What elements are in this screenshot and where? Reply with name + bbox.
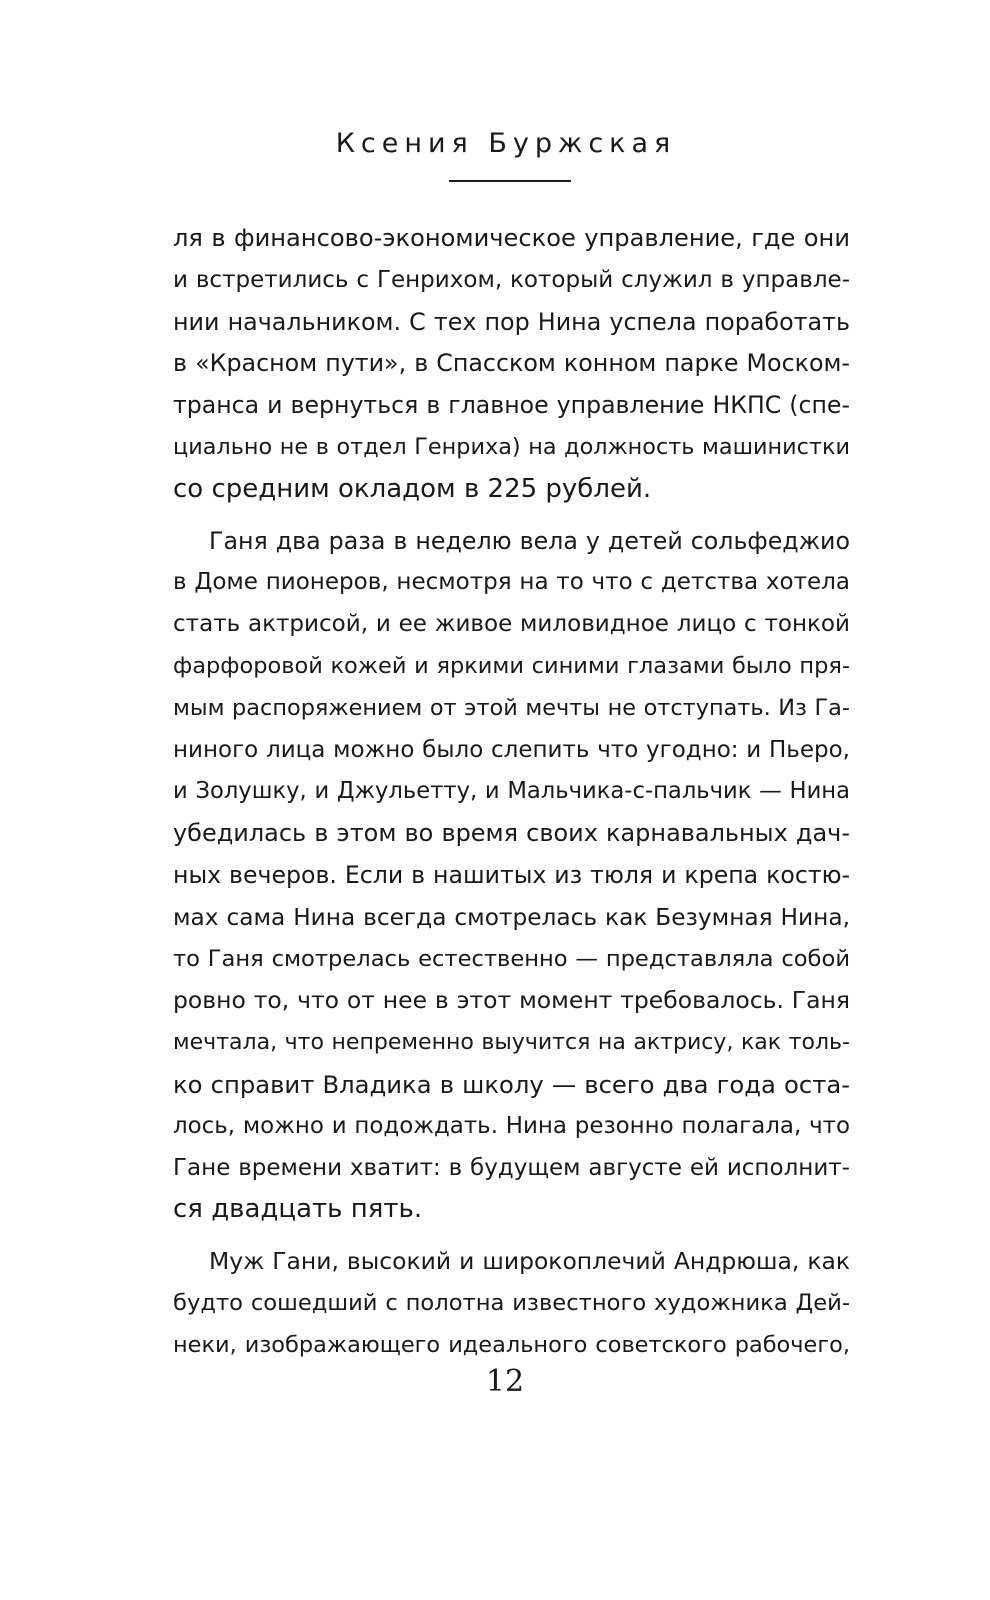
text-line: ровно то, что от нее в этот момент требовалось. Ганя (173, 986, 850, 1015)
text-line: мечтала, что непременно выучится на актрису, как толь- (173, 1030, 850, 1056)
text-line: убедилась в этом во время своих карнавальных дач- (173, 819, 850, 848)
text-line: в Доме пионеров, несмотря на то что с детства хотела (173, 569, 850, 596)
text-line: циально не в отдел Генриха) на должность машинистки (173, 433, 850, 460)
text-line: фарфоровой кожей и яркими синими глазами было пря- (173, 652, 850, 679)
text-line: лось, можно и подождать. Нина резонно полагала, что (173, 1112, 850, 1139)
text-line: неки, изображающего идеального советского рабочего, (173, 1331, 850, 1358)
text-line: Ганя два раза в неделю вела у детей сольфеджио (209, 526, 850, 555)
text-line: ных вечеров. Если в нашитых из тюля и крепа костю- (173, 860, 850, 889)
text-line: со средним окладом в 225 рублей. (173, 473, 652, 504)
text-line: и встретились с Генрихом, который служил в управле- (173, 266, 850, 293)
text-line: нии начальником. С тех пор Нина успела поработать (173, 307, 850, 336)
text-line: мах сама Нина всегда смотрелась как Безумная Нина, (173, 903, 850, 931)
text-line: ля в финансово-экономическое управление, где они (173, 224, 850, 252)
paragraph (173, 218, 850, 511)
header-rule (449, 180, 571, 182)
page-number: 12 (485, 1364, 525, 1399)
text-line: Гане времени хватит: в будущем августе ей исполнит- (173, 1154, 850, 1181)
body-text (173, 218, 850, 1367)
text-line: ниного лица можно было слепить что угодно: и Пьеро, (173, 736, 850, 763)
text-line: мым распоряжением от этой мечты не отступать. Из Га- (173, 694, 850, 721)
text-line: транса и вернуться в главное управление НКПС (спе- (173, 391, 850, 420)
text-line: стать актрисой, и ее живое миловидное лицо с тонкой (173, 611, 850, 638)
paragraph (173, 521, 850, 1232)
text-line: ко справит Владика в школу — всего два года оста- (173, 1069, 850, 1099)
text-line: ся двадцать пять. (173, 1194, 423, 1225)
text-line: и Золушку, и Джульетту, и Мальчика-с-пальчик — Нина (173, 778, 850, 805)
text-line: в «Красном пути», в Спасском конном парке Моском- (173, 349, 850, 378)
running-head-author: Ксения Буржская (335, 128, 677, 159)
text-line: будто сошедший с полотна известного художника Дей- (173, 1289, 850, 1316)
text-line: то Ганя смотрелась естественно — представляла собой (173, 945, 850, 972)
paragraph (173, 1241, 850, 1366)
text-line: Муж Гани, высокий и широкоплечий Андрюша, как (209, 1247, 850, 1276)
